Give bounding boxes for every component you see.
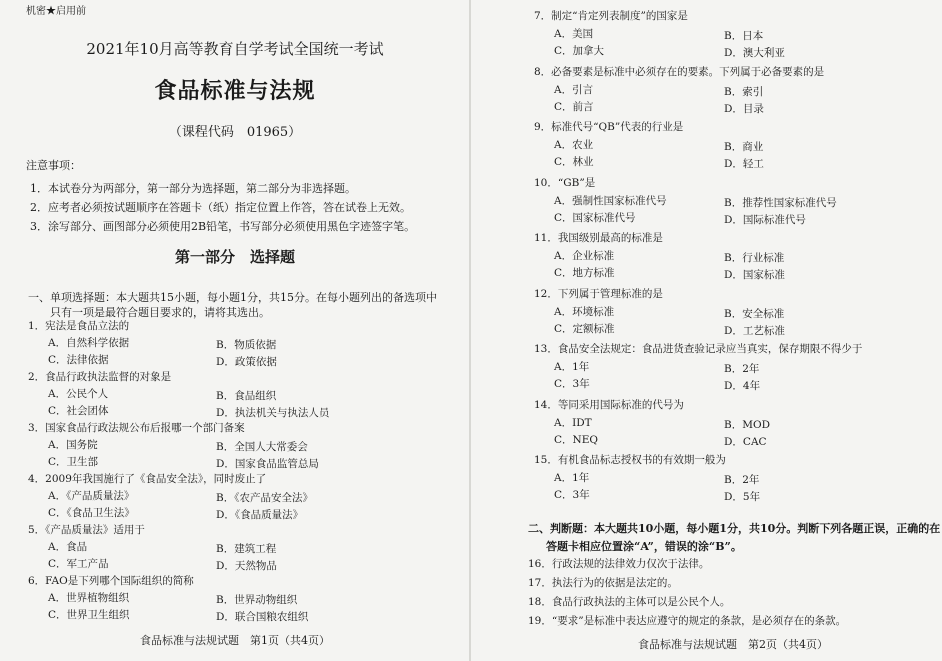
option-a: A．IDT — [554, 416, 592, 429]
option-a: A．1年 — [554, 472, 590, 484]
question-text: 14．等同采用国际标准的代号为 — [534, 398, 684, 411]
option-c: C．世界卫生组织 — [48, 609, 130, 621]
option-a: A．世界植物组织 — [48, 592, 130, 604]
section-heading: 一、单项选择题：本大题共15小题，每小题1分，共15分。在每小题列出的备选项中 — [28, 291, 437, 304]
option-d: D．目录 — [724, 102, 764, 115]
option-b: B．2年 — [724, 363, 760, 375]
question-text: 5．《产品质量法》适用于 — [28, 524, 145, 536]
option-d: D．轻工 — [724, 158, 764, 170]
question-text: 10．“GB”是 — [534, 176, 596, 189]
option-b: B．索引 — [724, 85, 764, 98]
question-text: 4．2009年我国施行了《食品安全法》，同时废止了 — [28, 473, 267, 485]
page-footer: 食品标准与法规试题 第1页（共4页） — [140, 634, 330, 647]
page-2 — [470, 0, 942, 661]
option-d: D．CAC — [724, 435, 767, 448]
option-d: D．天然物品 — [216, 560, 277, 572]
option-a: A．国务院 — [48, 439, 98, 451]
option-c: C．3年 — [554, 378, 590, 390]
option-d: D．澳大利亚 — [724, 47, 785, 59]
section-heading: 二、判断题：本大题共10小题，每小题1分，共10分。判断下列各题正误，正确的在 — [528, 522, 941, 535]
page-1 — [0, 0, 470, 661]
option-b: B．世界动物组织 — [216, 594, 298, 606]
option-b: B．全国人大常委会 — [216, 441, 308, 453]
notice-item: 2．应考者必须按试题顺序在答题卡（纸）指定位置上作答，答在试卷上无效。 — [30, 201, 411, 214]
question-text: 7．制定“肯定列表制度”的国家是 — [534, 10, 688, 22]
option-c: C．定额标准 — [554, 322, 615, 335]
subject-title: 食品标准与法规 — [154, 78, 316, 104]
option-d: D．5年 — [724, 491, 761, 503]
option-c: C．卫生部 — [48, 456, 99, 468]
option-c: C．法律依据 — [48, 354, 109, 366]
question-text: 8．必备要素是标准中必须存在的要素。下列属于必备要素的是 — [534, 65, 825, 78]
option-c: C．林业 — [554, 156, 594, 168]
option-b: B．行业标准 — [724, 252, 785, 264]
option-c: C．地方标准 — [554, 267, 615, 279]
option-c: C．国家标准代号 — [554, 211, 636, 224]
exam-title: 2021年10月高等教育自学考试全国统一考试 — [86, 40, 384, 58]
option-b: B．建筑工程 — [216, 543, 277, 555]
question-text: 13．食品安全法规定：食品进货查验记录应当真实，保存期限不得少于 — [534, 343, 863, 355]
judgment-item: 16．行政法规的法律效力仅次于法律。 — [528, 558, 710, 570]
part-title: 第一部分 选择题 — [174, 248, 295, 266]
option-d: D．联合国粮农组织 — [216, 611, 309, 623]
option-d: D．执法机关与执法人员 — [216, 407, 330, 419]
option-a: A．公民个人 — [48, 388, 109, 400]
option-b: B．物质依据 — [216, 339, 277, 351]
option-a: A．引言 — [554, 83, 594, 96]
question-text: 6．FAO是下列哪个国际组织的简称 — [28, 575, 194, 587]
notice-item: 1．本试卷分为两部分，第一部分为选择题，第二部分为非选择题。 — [30, 182, 356, 195]
option-c: C．加拿大 — [554, 45, 605, 57]
option-a: A．《产品质量法》 — [48, 490, 135, 502]
course-code: （课程代码 01965） — [168, 125, 302, 140]
option-c: C．军工产品 — [48, 558, 109, 570]
option-d: D．《食品质量法》 — [216, 509, 304, 521]
option-d: D．国家标准 — [724, 269, 785, 281]
option-d: D．国际标准代号 — [724, 213, 806, 226]
option-a: A．食品 — [48, 541, 88, 553]
page-footer: 食品标准与法规试题 第2页（共4页） — [638, 638, 828, 651]
section-heading: 只有一项是最符合题目要求的，请将其选出。 — [50, 306, 270, 319]
judgment-item: 19．“要求”是标准中表达应遵守的规定的条款，是必须存在的条款。 — [528, 615, 847, 627]
option-b: B．日本 — [724, 30, 764, 42]
option-d: D．国家食品监管总局 — [216, 458, 319, 470]
question-text: 2．食品行政执法监督的对象是 — [28, 371, 172, 383]
option-c: C．3年 — [554, 489, 590, 501]
question-text: 15．有机食品标志授权书的有效期一般为 — [534, 454, 726, 466]
question-text: 3．国家食品行政法规公布后报哪一个部门备案 — [28, 422, 245, 434]
confidential-mark: 机密★启用前 — [26, 6, 86, 17]
notice-item: 3．涂写部分、画图部分必须使用2B铅笔，书写部分必须使用黑色字迹签字笔。 — [30, 220, 416, 233]
option-b: B．2年 — [724, 474, 760, 486]
option-a: A．美国 — [554, 28, 594, 40]
option-b: B．安全标准 — [724, 307, 785, 320]
option-b: B．MOD — [724, 418, 770, 431]
option-c: C．《食品卫生法》 — [48, 507, 135, 519]
question-text: 11．我国级别最高的标准是 — [534, 232, 663, 244]
judgment-item: 17．执法行为的依据是法定的。 — [528, 577, 678, 589]
option-d: D．4年 — [724, 380, 761, 392]
option-c: C．社会团体 — [48, 405, 109, 417]
option-a: A．环境标准 — [554, 305, 615, 318]
option-d: D．工艺标准 — [724, 324, 785, 337]
option-a: A．农业 — [554, 139, 594, 151]
notice-title: 注意事项： — [26, 159, 81, 172]
option-a: A．强制性国家标准代号 — [554, 194, 667, 207]
option-b: B．商业 — [724, 141, 764, 153]
option-a: A．1年 — [554, 361, 590, 373]
question-text: 12．下列属于管理标准的是 — [534, 287, 663, 300]
section-heading: 答题卡相应位置涂“A”，错误的涂“B”。 — [546, 540, 742, 553]
option-c: C．NEQ — [554, 433, 598, 446]
option-a: A．自然科学依据 — [48, 337, 130, 349]
option-a: A．企业标准 — [554, 250, 615, 262]
question-text: 1．宪法是食品立法的 — [28, 320, 130, 332]
option-b: B．推荐性国家标准代号 — [724, 196, 837, 209]
option-b: B．食品组织 — [216, 390, 277, 402]
option-c: C．前言 — [554, 100, 594, 113]
option-b: B．《农产品安全法》 — [216, 492, 313, 504]
question-text: 9．标准代号“QB”代表的行业是 — [534, 121, 684, 133]
judgment-item: 18．食品行政执法的主体可以是公民个人。 — [528, 596, 731, 608]
option-d: D．政策依据 — [216, 356, 277, 368]
